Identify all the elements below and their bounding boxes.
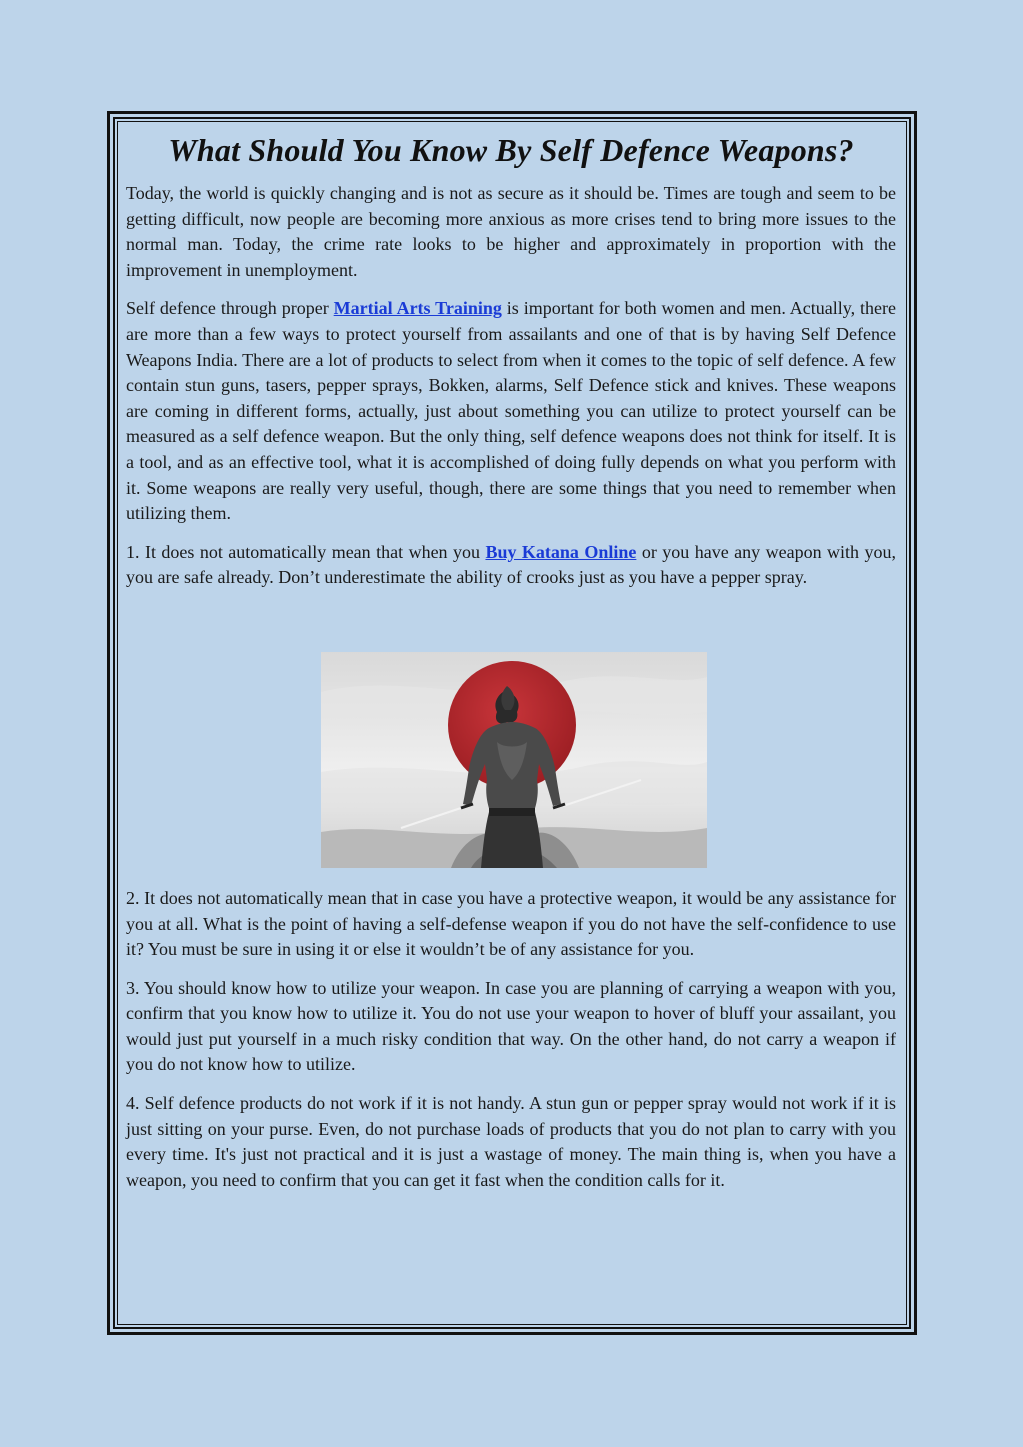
document-frame-inner <box>113 117 911 1329</box>
figure-container <box>126 604 896 886</box>
martial-arts-training-link[interactable]: Martial Arts Training <box>333 298 502 319</box>
paragraph-martial-arts-lead: Self defence through proper <box>126 298 334 319</box>
paragraph-martial-arts <box>126 296 896 526</box>
paragraph-point-4: 4. Self defence products do not work if it is not handy. A stun gun or pepper spray would not work if it is just sitting on your purse. Even, do not purchase loads of products that you do not plan to carry with you every time. It's just not practical and it is just a wastage of money. The main thing is, when you have a weapon, you need to confirm that you can get it fast when the condition calls for it. <box>126 1093 896 1190</box>
paragraph-martial-arts-body: is important for both women and men. Actually, there are more than a few ways to protect yourself from assailants and one of that is by having Self Defence Weapons India. There are a lot of products to select from when it comes to the topic of self defence. A few contain stun guns, tasers, pepper sprays, Bokken, alarms, Self Defence stick and knives. These weapons are coming in different forms, actually, just about something you can utilize to protect yourself can be measured as a self defence weapon. But the only thing, self defence weapons does not think for itself. It is a tool, and as an effective tool, what it is accomplished of doing fully depends on what you perform with it. Some weapons are really very useful, though, there are some things that you need to remember when utilizing them. <box>126 298 897 524</box>
paragraph-point-2: 2. It does not automatically mean that in case you have a protective weapon, it would be any assistance for you at all. What is the point of having a self-defense weapon if you do not have the self-confidence to use it? You must be sure in using it or else it wouldn’t be of any assistance for you. <box>126 887 896 960</box>
document-content <box>117 121 907 1325</box>
paragraph-point-1 <box>126 540 896 591</box>
samurai-image <box>321 652 707 868</box>
paragraph-point-3: 3. You should know how to utilize your weapon. In case you are planning of carrying a weapon with you, confirm that you know how to utilize it. You do not use your weapon to hover of bluff your assailant, you would just put yourself in a much risky condition that way. On the other hand, do not carry a weapon if you do not know how to utilize. <box>126 977 896 1075</box>
buy-katana-online-link[interactable]: Buy Katana Online <box>485 541 637 562</box>
paragraph-point-1-body: or you have any weapon with you, you are safe already. Don’t underestimate the ability of crooks just as you have a pepper spray. <box>126 541 896 588</box>
document-frame <box>107 111 917 1335</box>
paragraph-point-1-lead: 1. It does not automatically mean that when you <box>126 541 486 562</box>
paragraph-intro: Today, the world is quickly changing and is not as secure as it should be. Times are tough and seem to be getting difficult, now people are becoming more anxious as more crises tend to bring more issues to the normal man. Today, the crime rate looks to be higher and approximately in proportion with the improvement in unemployment. <box>126 183 896 280</box>
article-title: What Should You Know By Self Defence Weapons? <box>168 132 854 168</box>
